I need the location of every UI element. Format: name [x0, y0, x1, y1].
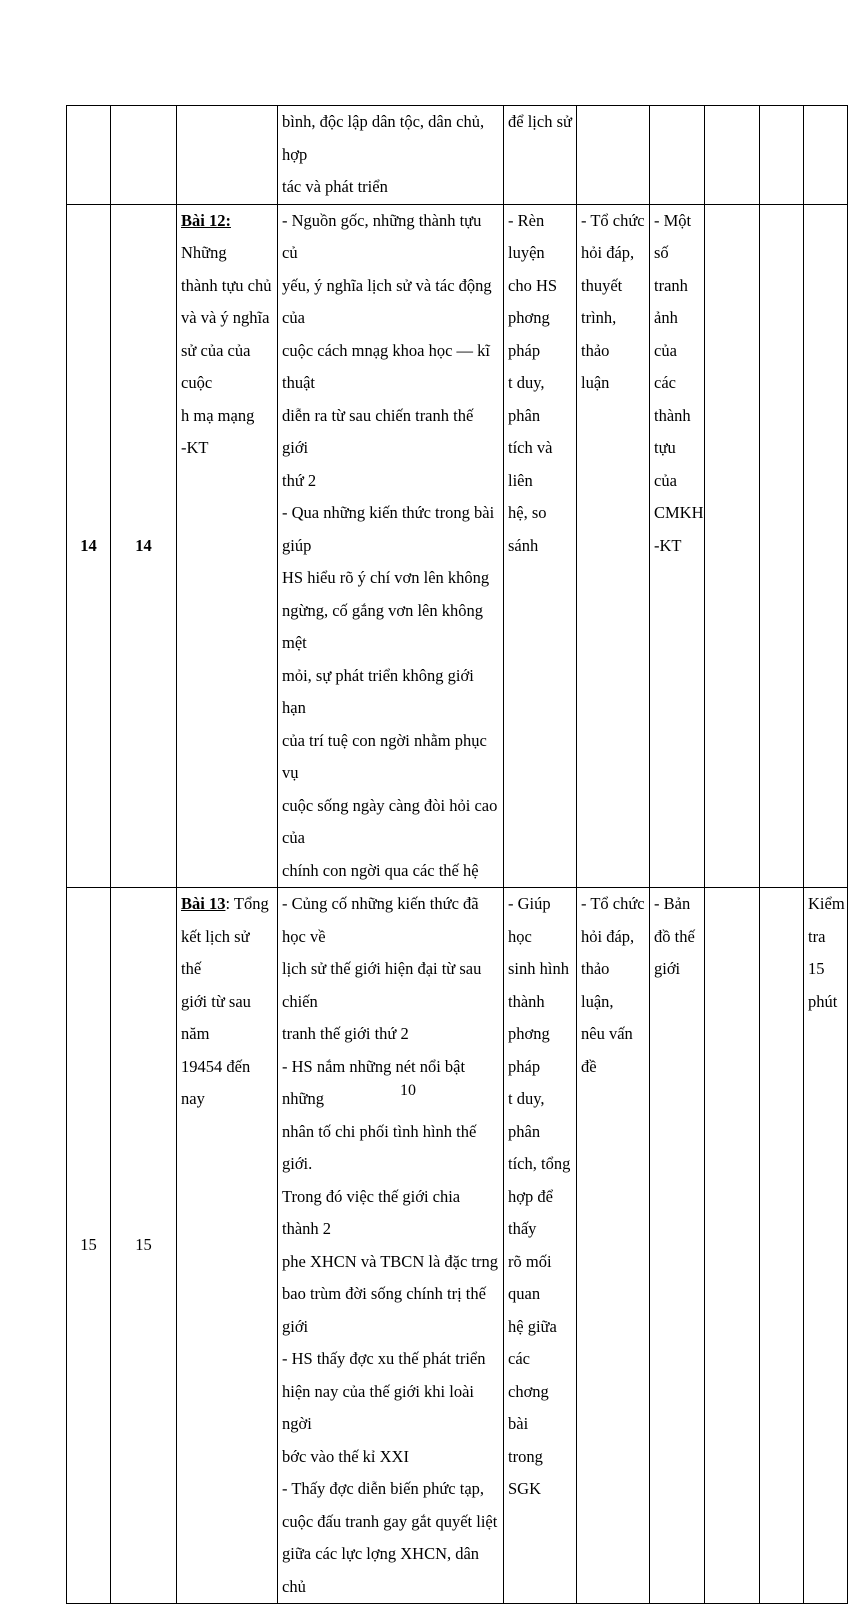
lesson-name: : Tổng kết lịch sử thế giới từ sau năm 19454 đến nay — [181, 894, 269, 1108]
materials-cell — [650, 106, 705, 205]
assessment-cell — [804, 204, 848, 888]
activities-cell — [577, 106, 650, 205]
lesson-cell — [177, 204, 278, 888]
period-cell: 14 — [111, 204, 177, 888]
lesson-cell — [177, 888, 278, 1604]
activities-cell: - Tổ chức hỏi đáp, thuyết trình, thảo luận — [577, 204, 650, 888]
table-row — [67, 106, 848, 205]
extra-cell-2 — [760, 888, 804, 1604]
objectives-cell: bình, độc lập dân tộc, dân chủ, hợp tác và phát triển — [278, 106, 504, 205]
methods-cell: - Rèn luyện cho HS phơng pháp t duy, phân tích và liên hệ, so sánh — [504, 204, 577, 888]
lesson-title: Bài 13 — [181, 894, 226, 913]
page-number: 10 — [400, 1082, 416, 1099]
methods-cell: để lịch sử — [504, 106, 577, 205]
materials-cell: - Một số tranh ảnh của các thành tựu của CMKH -KT — [650, 204, 705, 888]
lesson-plan-table — [66, 105, 848, 1604]
assessment-cell — [804, 106, 848, 205]
extra-cell-2 — [760, 204, 804, 888]
period-cell — [111, 106, 177, 205]
extra-cell — [705, 204, 760, 888]
methods-cell: - Giúp học sinh hình thành phơng pháp t duy, phân tích, tổng hợp để thấy rõ mối quan hệ giữa các chơng bài trong SGK — [504, 888, 577, 1604]
activities-cell: - Tổ chức hỏi đáp, thảo luận, nêu vấn đề — [577, 888, 650, 1604]
lesson-name: Những thành tựu chủ và và ý nghĩa sử của của cuộc h mạ mạng -KT — [181, 243, 272, 457]
extra-cell — [705, 888, 760, 1604]
period-cell: 15 — [111, 888, 177, 1604]
week-cell — [67, 106, 111, 205]
objectives-cell: - Nguồn gốc, những thành tựu củ yếu, ý nghĩa lịch sử và tác động của cuộc cách mnạg khoa học — kĩ thuật diễn ra từ sau chiến tranh thế giới thứ 2 - Qua những kiến thức trong bài giúp HS hiểu rõ ý chí vơn lên không ngừng, cố gắng vơn lên không mệt mỏi, sự phát triển không giới hạn của trí tuệ con ngời nhằm phục vụ cuộc sống ngày càng đòi hỏi cao của chính con ngời qua các thế hệ — [278, 204, 504, 888]
week-cell: 14 — [67, 204, 111, 888]
table-row — [67, 888, 848, 1604]
lesson-title: Bài 12: — [181, 210, 231, 230]
lesson-cell — [177, 106, 278, 205]
table-row — [67, 204, 848, 888]
extra-cell-2 — [760, 106, 804, 205]
assessment-cell: Kiểm tra 15 phút — [804, 888, 848, 1604]
week-cell: 15 — [67, 888, 111, 1604]
extra-cell — [705, 106, 760, 205]
objectives-cell: - Củng cố những kiến thức đã học về lịch sử thế giới hiện đại từ sau chiến tranh thế giới thứ 2 - HS nắm những nét nổi bật những nhân tố chi phối tình hình thế giới. Trong đó việc thế giới chia thành 2 phe XHCN và TBCN là đặc trng bao trùm đời sống chính trị thế giới - HS thấy đợc xu thế phát triển hiện nay của thế giới khi loài ngời bớc vào thế kỉ XXI - Thấy đợc diễn biến phức tạp, cuộc đấu tranh gay gắt quyết liệt giữa các lực lợng XHCN, dân chủ — [278, 888, 504, 1604]
materials-cell: - Bản đồ thế giới — [650, 888, 705, 1604]
